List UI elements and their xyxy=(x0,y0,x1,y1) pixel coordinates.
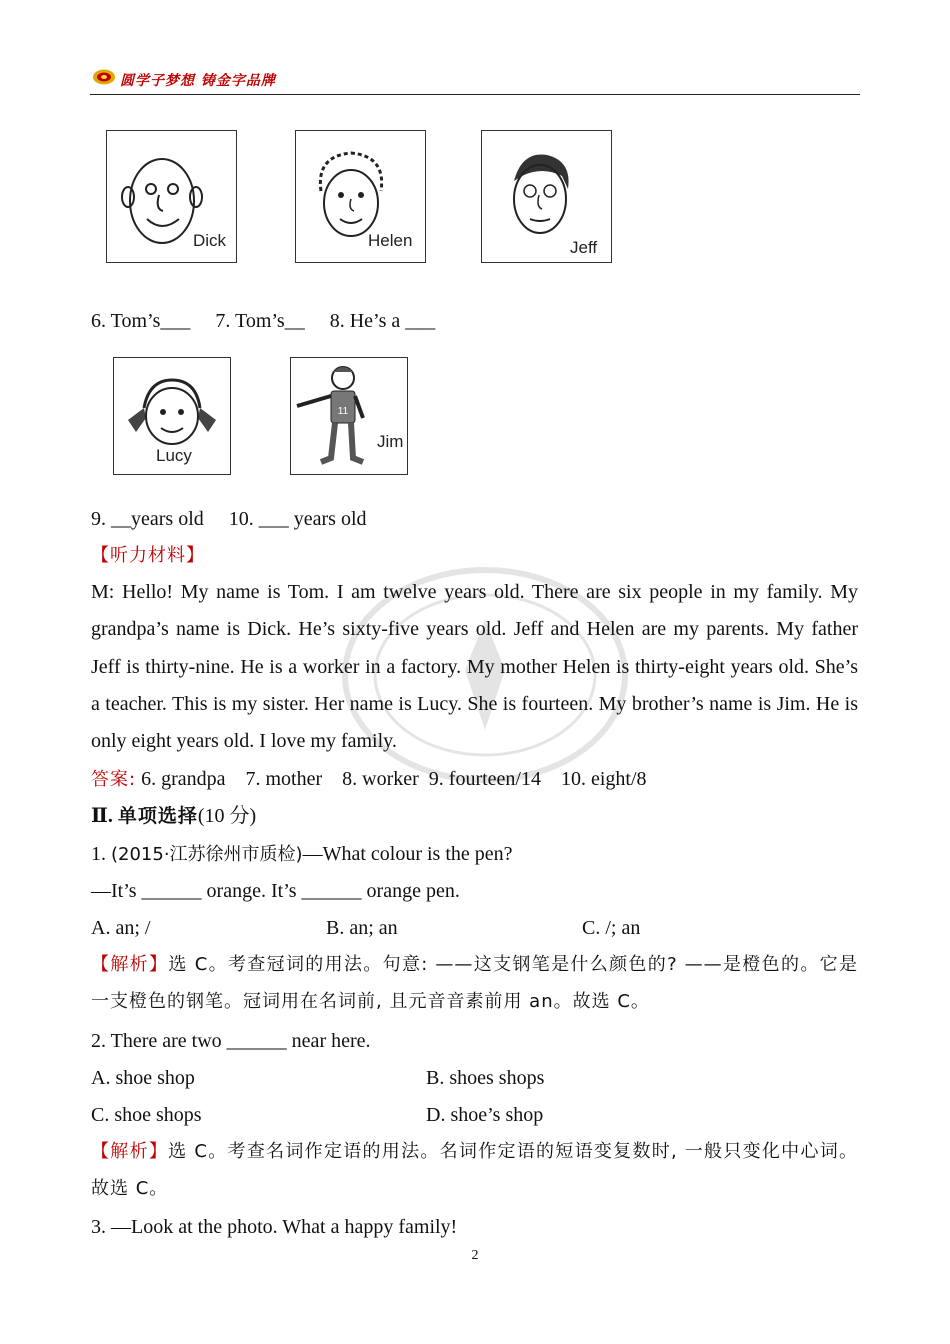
header-slogan: 圆学子梦想 铸金字品牌 xyxy=(120,73,276,89)
picture-jeff xyxy=(481,130,612,263)
picture-label: Dick xyxy=(193,231,227,250)
q2-option-b: B. shoes shops xyxy=(426,1067,545,1089)
q2-analysis xyxy=(91,1133,858,1208)
question-10: 10. ___ years old xyxy=(228,508,367,530)
q1-reply: —It’s ______ orange. It’s ______ orange pen. xyxy=(91,880,460,902)
section-title: 单项选择 xyxy=(117,805,198,827)
question-6: 6. Tom’s___ xyxy=(91,310,191,332)
section-roman: Ⅱ. xyxy=(91,805,113,827)
page-header xyxy=(90,64,860,95)
picture-label: Lucy xyxy=(156,446,192,465)
q2-analysis-text: 选 C。考查名词作定语的用法。名词作定语的短语变复数时, 一般只变化中心词。故选 C。 xyxy=(91,1141,859,1200)
q1-analysis-label: 【解析】 xyxy=(91,954,169,975)
picture-lucy xyxy=(113,357,231,475)
answer-label: 答案: xyxy=(91,769,137,790)
q2-option-d: D. shoe’s shop xyxy=(426,1104,544,1126)
section-score: (10 分) xyxy=(197,805,257,827)
answer-line xyxy=(91,767,647,792)
picture-helen xyxy=(295,130,426,263)
picture-label: Jeff xyxy=(570,238,598,257)
q2-option-a: A. shoe shop xyxy=(91,1067,195,1089)
listening-text: M: Hello! My name is Tom. I am twelve years old. There are six people in my family. My grandpa’s name is Dick. He’s sixty-five years old. Jeff and Helen are my parents. My father Jeff is thirty-nine. He is a worker in a factory. My mother Helen is thirty-eight years old. She’s a teacher. This is my sister. Her name is Lucy. She is fourteen. My brother’s name is Jim. He is only eight years old. I love my family. xyxy=(91,581,858,753)
q1-analysis xyxy=(91,946,858,1021)
boy-figure-icon xyxy=(291,358,407,474)
q3-stem: 3. —Look at the photo. What a happy family! xyxy=(91,1216,458,1238)
jersey-number: 11 xyxy=(337,406,349,417)
q2-analysis-label: 【解析】 xyxy=(91,1141,169,1162)
picture-jim xyxy=(290,357,408,475)
q1-analysis-text: C。考查冠词的用法。句意: ——这支钢笔是什么颜色的? ——是橙色的。它是一支橙色的钢笔。冠词用在名词前, 且元音音素前用 an。故选 C。 xyxy=(91,954,859,1013)
section-heading xyxy=(91,804,256,828)
q2-option-c: C. shoe shops xyxy=(91,1104,202,1126)
q1-analysis-first: 选 xyxy=(168,954,188,975)
question-9: 9. __years old xyxy=(91,508,204,530)
questions-9-10 xyxy=(91,507,367,531)
listening-label: 【听力材料】 xyxy=(91,545,205,566)
q2-stem: 2. There are two ______ near here. xyxy=(91,1030,371,1052)
q1-option-b: B. an; an xyxy=(326,917,398,939)
picture-label: Jim xyxy=(377,432,404,451)
q1-number: 1. xyxy=(91,843,106,865)
page-number: 2 xyxy=(471,1248,479,1263)
q1-source: (2015·江苏徐州市质检) xyxy=(111,844,303,865)
picture-dick xyxy=(106,130,237,263)
q1-stem-line xyxy=(91,842,513,867)
brand-logo-icon xyxy=(92,68,116,86)
q1-option-a: A. an; / xyxy=(91,917,151,939)
questions-6-8 xyxy=(91,309,435,333)
q1-stem: —What colour is the pen? xyxy=(302,843,513,865)
q1-option-c: C. /; an xyxy=(582,917,641,939)
picture-label: Helen xyxy=(368,231,413,250)
answer-text: 6. grandpa 7. mother 8. worker 9. fourteen/14 10. eight/8 xyxy=(141,768,647,790)
question-7: 7. Tom’s__ xyxy=(215,310,305,332)
question-8: 8. He’s a ___ xyxy=(329,310,436,332)
